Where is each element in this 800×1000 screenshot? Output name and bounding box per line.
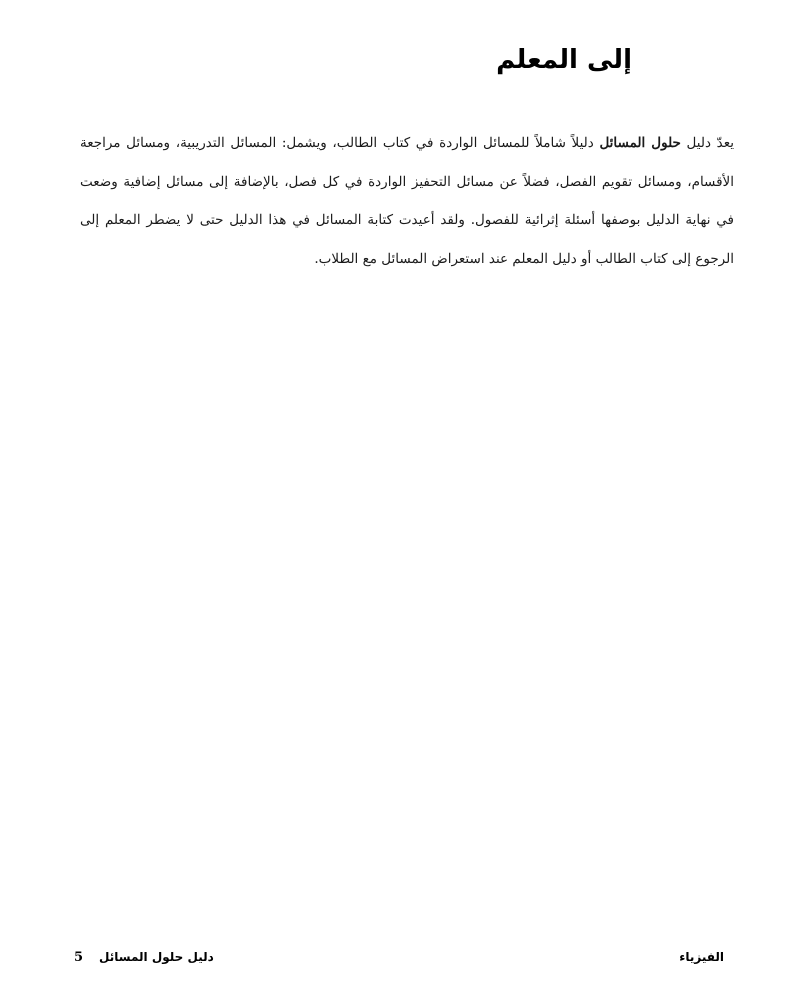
intro-body-text: دليلاً شاملاً للمسائل الواردة في كتاب الطالب، ويشمل: المسائل التدريبية، ومسائل مراجعة الأقسام، ومسائل تقويم الفصل، فضلاً عن مسائل التحفيز الواردة في كل فصل، بالإضافة إلى مسائل إضافية وضعت في نهاية الدليل بوصفها أسئلة إثرائية للفصول. ولقد أعيدت كتابة المسائل في هذا الدليل حتى لا يضطر المعلم إلى الرجوع إلى كتاب الطالب أو دليل المعلم عند استعراض المسائل مع الطلاب. bbox=[80, 135, 734, 267]
footer-page-number: 5 bbox=[74, 949, 84, 965]
page-footer bbox=[74, 946, 724, 968]
intro-bold-term: حلول المسائل bbox=[599, 135, 681, 151]
footer-subject: الفيزياء bbox=[679, 950, 724, 964]
intro-lead-text: يعدّ دليل bbox=[680, 135, 734, 151]
footer-book-info bbox=[74, 950, 214, 965]
footer-book-title: دليل حلول المسائل bbox=[99, 950, 214, 964]
page-title: إلى المعلم bbox=[496, 45, 632, 75]
intro-paragraph bbox=[80, 124, 734, 278]
